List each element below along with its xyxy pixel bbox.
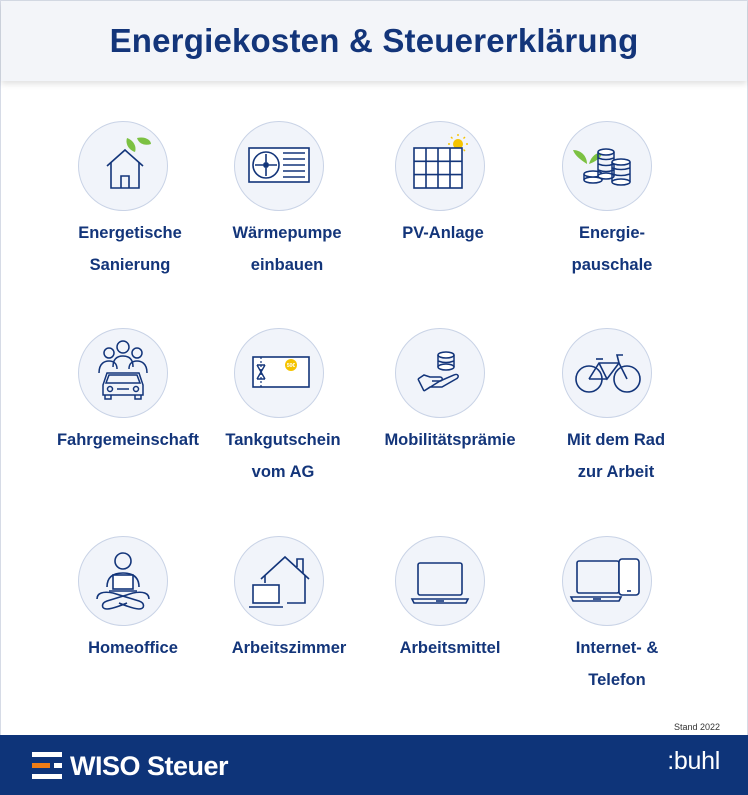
devices-icon	[562, 536, 652, 626]
page-title: Energiekosten & Steuererklärung	[109, 22, 639, 59]
item-label: Mit dem Rad zur Arbeit	[566, 431, 666, 481]
item-label: Arbeitszimmer	[231, 639, 347, 657]
fuel-voucher-icon	[234, 328, 324, 418]
solar-panel-icon	[395, 121, 485, 211]
carpool-icon	[78, 328, 168, 418]
laptop-icon	[395, 536, 485, 626]
header-bar	[1, 1, 747, 81]
item-label: Internet- & Telefon	[575, 639, 659, 689]
hand-coins-icon	[395, 328, 485, 418]
item-label: Energie- pauschale	[571, 224, 653, 274]
voucher-value: 50€	[286, 363, 296, 369]
coins-leaf-icon	[562, 121, 652, 211]
item-label: Homeoffice	[88, 639, 178, 657]
heat-pump-icon	[234, 121, 324, 211]
house-leaf-icon	[78, 121, 168, 211]
item-label: PV-Anlage	[402, 224, 484, 242]
stand-note: Stand 2022	[673, 722, 720, 732]
bicycle-icon	[562, 328, 652, 418]
person-laptop-icon	[78, 536, 168, 626]
wiso-logo-icon	[32, 752, 64, 785]
house-laptop-icon	[234, 536, 324, 626]
item-label: Mobilitätsprämie	[384, 431, 516, 449]
item-label: Tankgutschein vom AG	[225, 431, 341, 481]
item-label: Wärmepumpe einbauen	[232, 224, 342, 274]
item-label: Fahrgemeinschaft	[56, 431, 200, 449]
partner-logo: :buhl	[667, 747, 720, 775]
item-label: Energetische Sanierung	[78, 224, 182, 274]
brand-name: WISO Steuer	[70, 751, 229, 781]
item-label: Arbeitsmittel	[399, 639, 501, 657]
footer-bar	[0, 735, 748, 795]
